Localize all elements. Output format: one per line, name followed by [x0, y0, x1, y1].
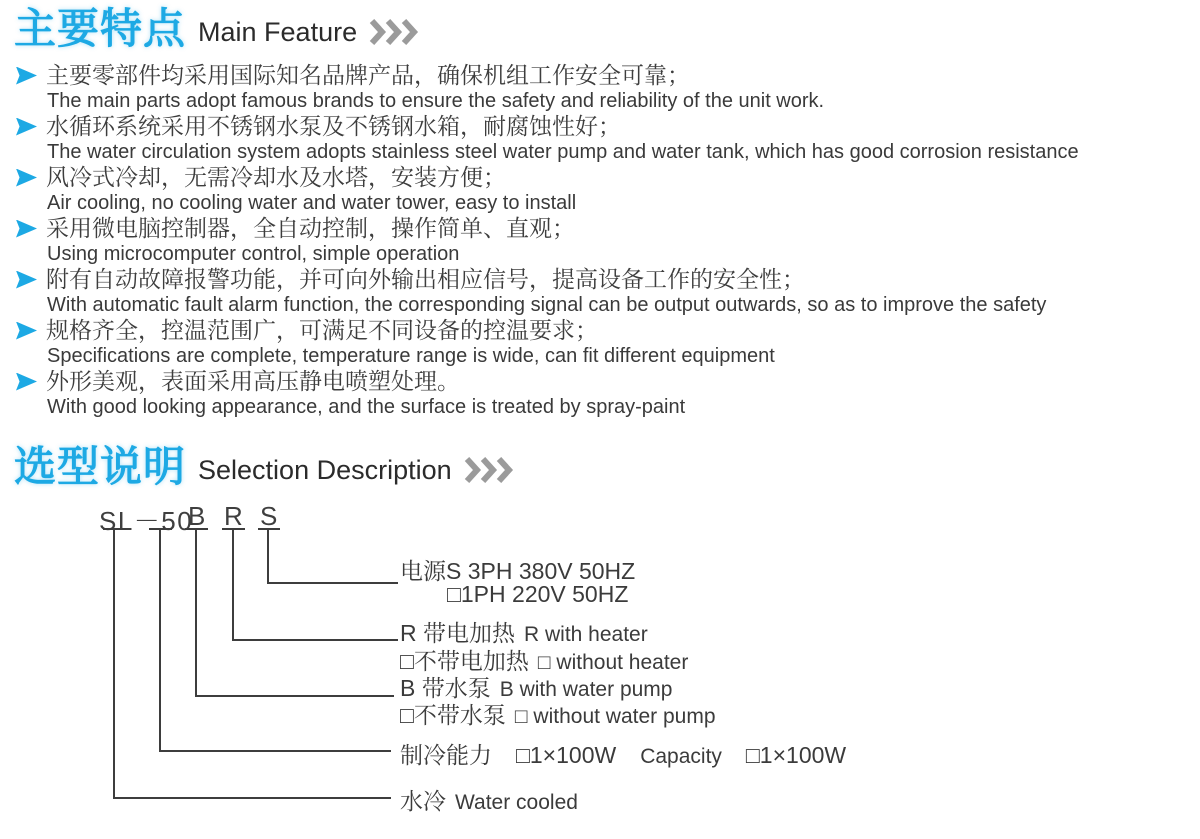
- feature-text-cn: 水循环系统采用不锈钢水泵及不锈钢水箱，耐腐蚀性好；: [46, 113, 621, 139]
- selection-description-header: [14, 444, 516, 490]
- capacity-value-2: □1×100W: [745, 742, 847, 768]
- model-code-base: SL－50: [99, 506, 194, 536]
- feature-text-en: Air cooling, no cooling water and water tower, easy to install: [47, 192, 577, 214]
- arrow-bullet-icon: [16, 322, 37, 340]
- arrow-bullet-icon: [16, 67, 37, 85]
- heater-option-1-en: R with heater: [524, 623, 648, 646]
- main-feature-title-cn: 主要特点: [14, 5, 187, 52]
- label-power-option-2: [447, 581, 628, 608]
- pump-option-2-cn: □不带水泵: [400, 702, 506, 728]
- model-code-r: R: [224, 501, 245, 531]
- list-item: [16, 317, 1186, 368]
- feature-text-cn: 采用微电脑控制器，全自动控制，操作简单、直观；: [46, 215, 575, 241]
- feature-text-cn: 附有自动故障报警功能，并可向外输出相应信号，提高设备工作的安全性；: [46, 266, 805, 292]
- feature-text-cn: 主要零部件均采用国际知名品牌产品，确保机组工作安全可靠；: [46, 62, 690, 88]
- list-item: [16, 368, 1186, 419]
- pump-option-2-en: □ without water pump: [514, 705, 716, 728]
- selection-title-en: Selection Description: [198, 455, 452, 485]
- branch-line-heater: [222, 529, 398, 640]
- label-pump-option-2: [400, 697, 716, 730]
- branch-line-power: [258, 529, 398, 583]
- selection-title-cn: 选型说明: [14, 443, 187, 490]
- heater-option-2-en: □ without heater: [537, 651, 689, 674]
- arrow-bullet-icon: [16, 169, 37, 187]
- model-code-b: B: [188, 501, 207, 531]
- arrow-bullet-icon: [16, 271, 37, 289]
- feature-text-en: Using microcomputer control, simple operation: [47, 243, 460, 265]
- feature-text-en: The main parts adopt famous brands to ensure the safety and reliability of the unit work.: [47, 90, 825, 112]
- model-code-s: S: [260, 501, 279, 531]
- feature-text-en: With good looking appearance, and the surface is treated by spray-paint: [47, 396, 686, 418]
- main-feature-header: [14, 6, 421, 52]
- pump-option-1-cn: B 带水泵: [400, 675, 491, 701]
- feature-list: [16, 62, 1186, 419]
- feature-text-cn: 外形美观，表面采用高压静电喷塑处理。: [46, 368, 460, 394]
- feature-text-cn: 风冷式冷却，无需冷却水及水塔，安装方便；: [46, 164, 506, 190]
- power-option-1-text: 电源S 3PH 380V 50HZ: [400, 558, 636, 584]
- feature-text-cn: 规格齐全，控温范围广，可满足不同设备的控温要求；: [46, 317, 598, 343]
- capacity-cn: 制冷能力: [400, 742, 492, 768]
- feature-text-en: The water circulation system adopts stainless steel water pump and water tank, which has good corrosion resistance: [47, 141, 1079, 163]
- list-item: [16, 62, 1186, 113]
- list-item: [16, 266, 1186, 317]
- feature-text-en: Specifications are complete, temperature range is wide, can fit different equipment: [47, 345, 775, 367]
- water-cooled-en: Water cooled: [455, 791, 578, 814]
- model-selection-diagram: [0, 496, 1200, 839]
- list-item: [16, 215, 1186, 266]
- heater-option-2-cn: □不带电加热: [400, 648, 529, 674]
- main-feature-title-en: Main Feature: [198, 17, 358, 47]
- water-cooled-cn: 水冷: [400, 788, 446, 814]
- arrow-bullet-icon: [16, 220, 37, 238]
- feature-text-en: With automatic fault alarm function, the corresponding signal can be output outwards, so as to improve the safety: [47, 294, 1047, 316]
- branch-line-water: [103, 529, 391, 798]
- arrow-bullet-icon: [16, 373, 37, 391]
- power-option-2-text: □1PH 220V 50HZ: [447, 581, 629, 607]
- label-water-cooled: [400, 783, 578, 816]
- triple-chevron-icon: [369, 19, 421, 45]
- triple-chevron-icon: [464, 457, 516, 483]
- capacity-value-1: □1×100W: [516, 742, 617, 768]
- label-capacity: [400, 737, 846, 770]
- heater-option-1-cn: R 带电加热: [400, 620, 515, 646]
- branch-line-pump: [185, 529, 394, 696]
- list-item: [16, 113, 1186, 164]
- list-item: [16, 164, 1186, 215]
- arrow-bullet-icon: [16, 118, 37, 136]
- pump-option-1-en: B with water pump: [499, 678, 673, 701]
- capacity-en: Capacity: [640, 745, 722, 768]
